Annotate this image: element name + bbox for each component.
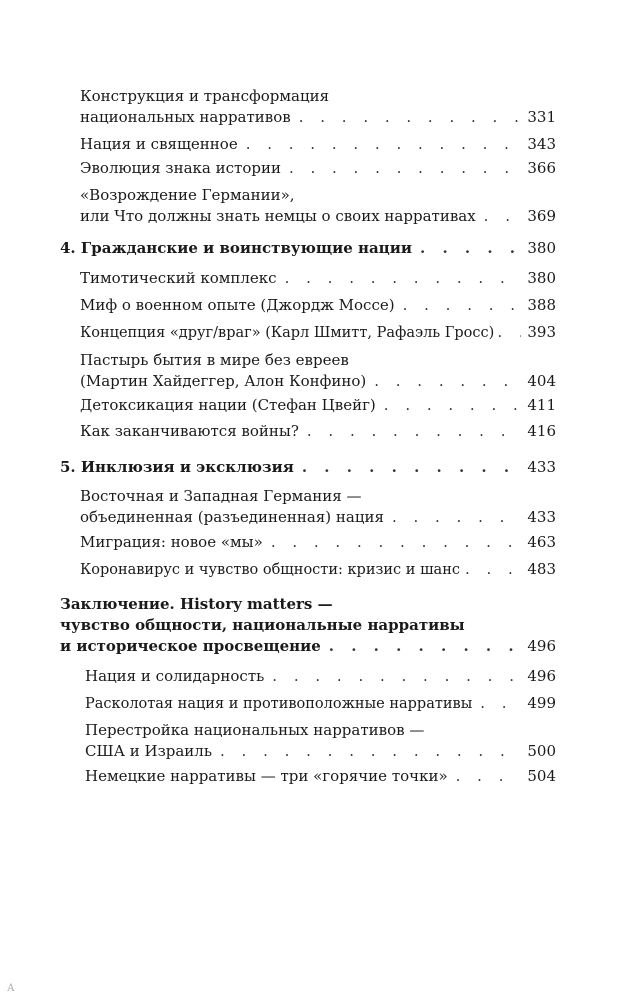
toc-chapter-heading[interactable] [60, 238, 556, 259]
leader-dots [246, 134, 522, 155]
leader-dots [384, 395, 522, 416]
leader-dots [271, 532, 522, 553]
toc-page-number: 500 [527, 742, 556, 760]
toc-page-number: 433 [527, 508, 556, 526]
leader-dots [307, 421, 521, 442]
toc-page-number: 393 [527, 323, 556, 341]
toc-entry-title: Тимотический комплекс [80, 269, 277, 287]
leader-dots [299, 107, 522, 128]
leader-dots [289, 158, 521, 179]
toc-entry-title: Нация и священное [80, 135, 238, 153]
toc-chapter-title: чувство общности, национальные нарративы [60, 616, 465, 634]
toc-entry[interactable] [85, 666, 556, 687]
leader-dots [480, 693, 521, 714]
toc-entry[interactable] [80, 486, 556, 528]
toc-entry-title: Конструкция и трансформация [80, 87, 330, 105]
leader-dots [456, 766, 522, 787]
toc-entry[interactable] [85, 766, 556, 787]
toc-entry[interactable] [80, 134, 556, 155]
toc-entry-title: Детоксикация нации (Стефан Цвейг) [80, 396, 376, 414]
leader-dots [272, 666, 521, 687]
toc-entry-title: США и Израиль [85, 742, 212, 760]
toc-page-number: 366 [527, 159, 556, 177]
leader-dots [374, 371, 521, 392]
toc-page-number: 331 [527, 108, 556, 126]
toc-page-number: 416 [527, 422, 556, 440]
toc-entry[interactable] [80, 395, 556, 416]
toc-page-number: 380 [527, 269, 556, 287]
toc-chapter-title: 5. Инклюзия и эксклюзия [60, 458, 294, 476]
toc-entry-title: Расколотая нация и противоположные нарративы [85, 696, 473, 712]
leader-dots [465, 559, 521, 580]
toc-entry[interactable] [80, 185, 556, 227]
toc-entry[interactable] [80, 322, 556, 344]
toc-entry-title: Коронавирус и чувство общности: кризис и шанс [80, 562, 460, 578]
toc-entry-title: Немецкие нарративы — три «горячие точки» [85, 767, 448, 785]
toc-entry[interactable] [85, 693, 556, 715]
toc-chapter-title: и историческое просвещение [60, 637, 321, 655]
toc-entry-title: Нация и солидарность [85, 667, 265, 685]
toc-entry[interactable] [80, 295, 556, 316]
toc-entry[interactable] [80, 268, 556, 289]
leader-dots [420, 238, 521, 259]
leader-dots [285, 268, 522, 289]
leader-dots [220, 741, 521, 762]
toc-entry-title: (Мартин Хайдеггер, Алон Конфино) [80, 372, 367, 390]
leader-dots [484, 206, 522, 227]
toc-entry-title: Пастырь бытия в мире без евреев [80, 351, 349, 369]
toc-entry-title: Как заканчиваются войны? [80, 422, 299, 440]
toc-page-number: 388 [527, 296, 556, 314]
toc-page-number: 369 [527, 207, 556, 225]
toc-entry[interactable] [80, 421, 556, 442]
toc-entry[interactable] [85, 720, 556, 762]
toc-entry-title: объединенная (разъединенная) нация [80, 508, 384, 526]
toc-entry-title: «Возрождение Германии», [80, 186, 295, 204]
leader-dots [403, 295, 522, 316]
toc-chapter-title: Заключение. History matters — [60, 595, 333, 613]
leader-dots [329, 636, 522, 657]
toc-entry-title: или Что должны знать немцы о своих нарративах [80, 207, 476, 225]
toc-page-number: 496 [527, 637, 556, 655]
toc-page-number: 411 [527, 396, 556, 414]
toc-page-number: 404 [527, 372, 556, 390]
toc-page-number: 343 [527, 135, 556, 153]
toc-entry[interactable] [80, 532, 556, 553]
toc-entry[interactable] [80, 158, 556, 179]
toc-entry-title: Миф о военном опыте (Джордж Моссе) [80, 296, 395, 314]
leader-dots [392, 507, 521, 528]
toc-entry-title: Перестройка национальных нарративов — [85, 721, 425, 739]
toc-entry-title: Концепция «друг/враг» (Карл Шмитт, Рафаэль Гросс) [80, 325, 495, 341]
toc-entry-title: национальных нарративов [80, 108, 291, 126]
toc-entry-title: Эволюция знака истории [80, 159, 281, 177]
toc-page-number: 433 [527, 458, 556, 476]
corner-mark: А [7, 983, 15, 994]
toc-chapter-title: 4. Гражданские и воинствующие нации [60, 239, 413, 257]
toc-page-number: 496 [527, 667, 556, 685]
toc-entry[interactable] [80, 350, 556, 392]
leader-dots [302, 457, 522, 478]
toc-entry-title: Восточная и Западная Германия — [80, 487, 362, 505]
toc-page-number: 463 [527, 533, 556, 551]
toc-page-number: 499 [527, 694, 556, 712]
toc-page-number: 504 [527, 767, 556, 785]
toc-page-number: 483 [527, 560, 556, 578]
toc-page-number: 380 [527, 239, 556, 257]
toc-entry[interactable] [80, 559, 556, 581]
toc-entry-title: Миграция: новое «мы» [80, 533, 263, 551]
leader-dots [497, 322, 521, 343]
toc-entry[interactable] [80, 86, 556, 128]
toc-conclusion-heading[interactable] [60, 594, 556, 657]
toc-chapter-heading[interactable] [60, 457, 556, 478]
